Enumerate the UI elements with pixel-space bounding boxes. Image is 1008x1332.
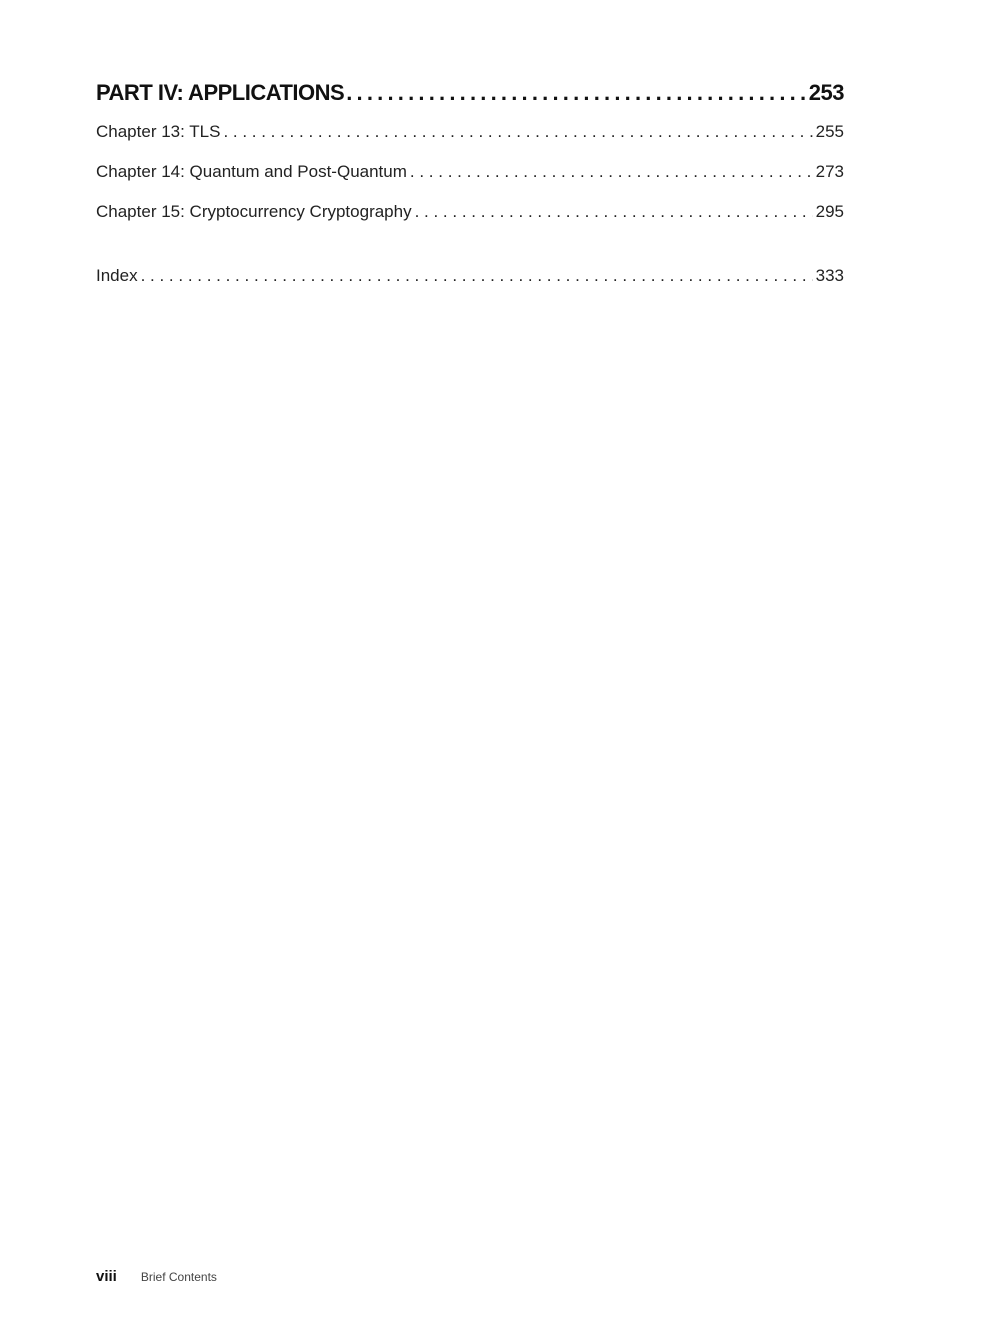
toc-chapter-entry[interactable] bbox=[96, 202, 844, 242]
index-page-number: 333 bbox=[815, 266, 844, 285]
chapter-page-number: 255 bbox=[815, 122, 844, 141]
dot-leader bbox=[141, 266, 813, 286]
chapter-title: Chapter 14: Quantum and Post-Quantum bbox=[96, 162, 407, 181]
folio-page-number: viii bbox=[96, 1268, 117, 1285]
chapter-page-number: 273 bbox=[815, 162, 844, 181]
dot-leader bbox=[346, 80, 807, 106]
dot-leader bbox=[410, 162, 813, 182]
toc-part-entry[interactable] bbox=[96, 80, 844, 114]
part-title: PART IV: APPLICATIONS bbox=[96, 80, 345, 105]
page-footer bbox=[96, 1268, 217, 1285]
chapter-title: Chapter 13: TLS bbox=[96, 122, 221, 141]
table-of-contents bbox=[96, 80, 844, 286]
part-page-number: 253 bbox=[808, 80, 844, 105]
chapter-page-number: 295 bbox=[815, 202, 844, 221]
dot-leader bbox=[223, 122, 812, 142]
toc-index-entry[interactable] bbox=[96, 266, 844, 286]
dot-leader bbox=[415, 202, 813, 222]
index-title: Index bbox=[96, 266, 138, 285]
chapter-title: Chapter 15: Cryptocurrency Cryptography bbox=[96, 202, 412, 221]
running-head: Brief Contents bbox=[140, 1270, 217, 1284]
toc-chapter-entry[interactable] bbox=[96, 162, 844, 202]
toc-chapter-entry[interactable] bbox=[96, 122, 844, 162]
